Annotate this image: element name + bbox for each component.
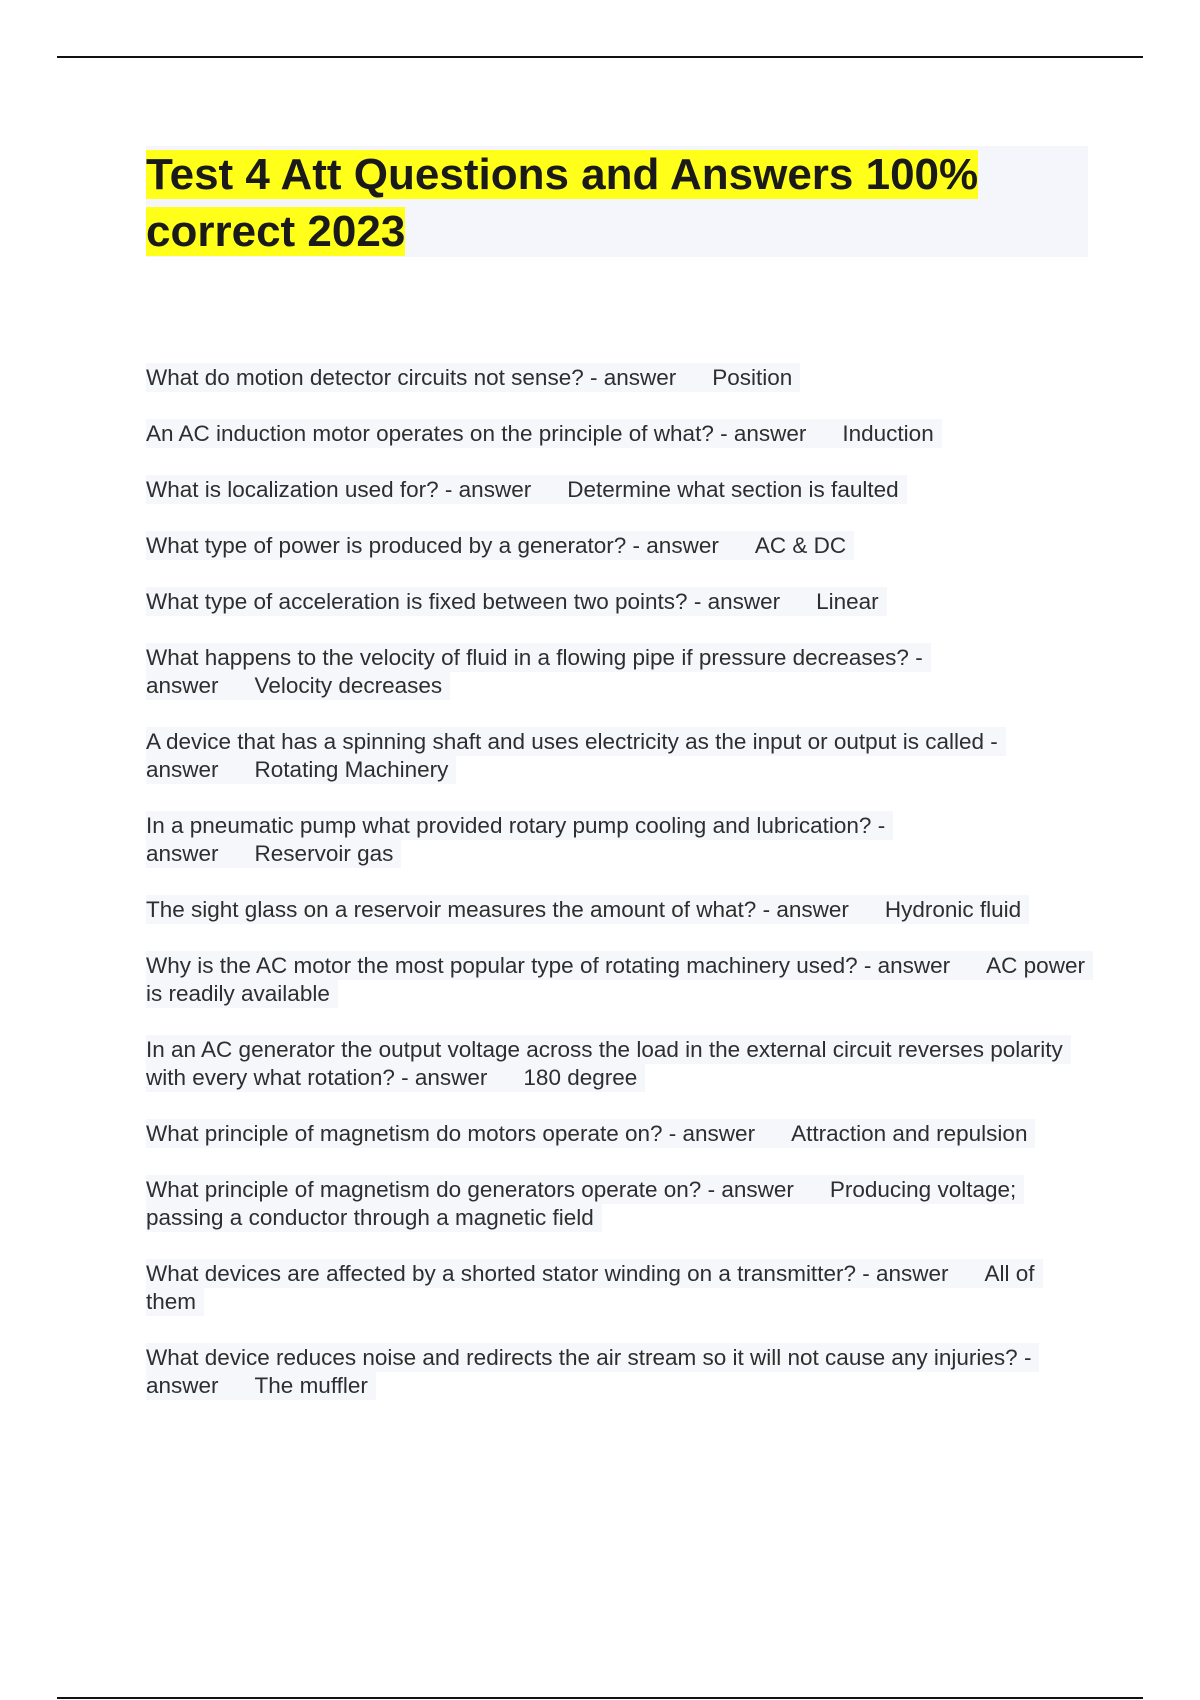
- question-text: What happens to the velocity of fluid in a flowing pipe if pressure decreases?: [146, 645, 909, 670]
- answer-text: Determine what section is faulted: [567, 477, 899, 502]
- question-text: In a pneumatic pump what provided rotary pump cooling and lubrication?: [146, 813, 872, 838]
- answer-separator: - answer: [632, 533, 719, 558]
- answer-text: Induction: [842, 421, 934, 446]
- qa-item-highlight: [146, 811, 893, 868]
- answer-separator: - answer: [668, 1121, 756, 1146]
- qa-item: [146, 728, 1096, 784]
- qa-item-highlight: [146, 1343, 1039, 1400]
- title-block: [146, 146, 1088, 257]
- qa-item: [146, 588, 1096, 616]
- qa-item-highlight: [146, 727, 1006, 784]
- answer-text: All of them: [146, 1261, 1035, 1314]
- answer-text: Hydronic fluid: [884, 897, 1022, 922]
- question-text: In an AC generator the output voltage across the load in the external circuit reverses polarity with every what rotation?: [146, 1037, 1063, 1090]
- qa-item: [146, 532, 1096, 560]
- qa-item: [146, 644, 1096, 700]
- qa-item: [146, 1120, 1096, 1148]
- qa-item: [146, 812, 1096, 868]
- answer-separator: - answer: [589, 365, 677, 390]
- top-rule: [57, 56, 1143, 58]
- qa-item: [146, 952, 1096, 1008]
- answer-text: Producing voltage; passing a conductor through a magnetic field: [146, 1177, 1017, 1230]
- answer-text: AC & DC: [754, 533, 847, 558]
- qa-item: [146, 476, 1096, 504]
- question-text: What device reduces noise and redirects the air stream so it will not cause any injuries?: [146, 1345, 1018, 1370]
- question-text: What principle of magnetism do motors operate on?: [146, 1121, 663, 1146]
- answer-separator: - answer: [693, 589, 781, 614]
- qa-item: [146, 896, 1096, 924]
- question-text: Why is the AC motor the most popular type of rotating machinery used?: [146, 953, 858, 978]
- qa-item-highlight: [146, 643, 931, 700]
- answer-separator: - answer: [720, 421, 807, 446]
- qa-item-highlight: [146, 1175, 1024, 1232]
- question-text: What principle of magnetism do generators operate on?: [146, 1177, 702, 1202]
- qa-item-highlight: [146, 419, 942, 448]
- answer-separator: - answer: [762, 897, 849, 922]
- answer-text: Rotating Machinery: [254, 757, 449, 782]
- answer-separator: - answer: [444, 477, 532, 502]
- qa-item: [146, 420, 1096, 448]
- answer-separator: - answer: [146, 729, 998, 782]
- answer-separator: - answer: [401, 1065, 488, 1090]
- bottom-rule: [57, 1697, 1143, 1699]
- qa-item: [146, 1036, 1096, 1092]
- answer-text: Reservoir gas: [254, 841, 394, 866]
- qa-item-highlight: [146, 1035, 1071, 1092]
- answer-separator: - answer: [146, 813, 886, 866]
- answer-separator: - answer: [862, 1261, 949, 1286]
- page-title-text: Test 4 Att Questions and Answers 100% correct 2023: [146, 150, 979, 256]
- page-title: [146, 146, 1088, 260]
- question-text: What type of power is produced by a generator?: [146, 533, 627, 558]
- qa-item: [146, 364, 1096, 392]
- qa-item-highlight: [146, 895, 1029, 924]
- qa-item-highlight: [146, 475, 907, 504]
- qa-item: [146, 1176, 1096, 1232]
- question-text: What do motion detector circuits not sense?: [146, 365, 584, 390]
- qa-list: [146, 364, 1096, 1428]
- answer-separator: - answer: [863, 953, 951, 978]
- answer-text: Attraction and repulsion: [791, 1121, 1028, 1146]
- answer-text: Position: [712, 365, 793, 390]
- answer-text: AC power is readily available: [146, 953, 1085, 1006]
- question-text: An AC induction motor operates on the principle of what?: [146, 421, 714, 446]
- qa-item: [146, 1260, 1096, 1316]
- answer-separator: - answer: [146, 1345, 1032, 1398]
- question-text: The sight glass on a reservoir measures the amount of what?: [146, 897, 757, 922]
- question-text: What is localization used for?: [146, 477, 439, 502]
- question-text: A device that has a spinning shaft and uses electricity as the input or output is called: [146, 729, 985, 754]
- answer-text: The muffler: [254, 1373, 368, 1398]
- answer-text: 180 degree: [523, 1065, 638, 1090]
- answer-text: Linear: [816, 589, 879, 614]
- qa-item-highlight: [146, 951, 1093, 1008]
- answer-separator: - answer: [146, 645, 923, 698]
- qa-item-highlight: [146, 1259, 1043, 1316]
- qa-item-highlight: [146, 531, 854, 560]
- answer-text: Velocity decreases: [254, 673, 443, 698]
- answer-separator: - answer: [707, 1177, 794, 1202]
- qa-item: [146, 1344, 1096, 1400]
- qa-item-highlight: [146, 587, 887, 616]
- qa-item-highlight: [146, 1119, 1035, 1148]
- question-text: What devices are affected by a shorted stator winding on a transmitter?: [146, 1261, 856, 1286]
- question-text: What type of acceleration is fixed between two points?: [146, 589, 688, 614]
- qa-item-highlight: [146, 363, 800, 392]
